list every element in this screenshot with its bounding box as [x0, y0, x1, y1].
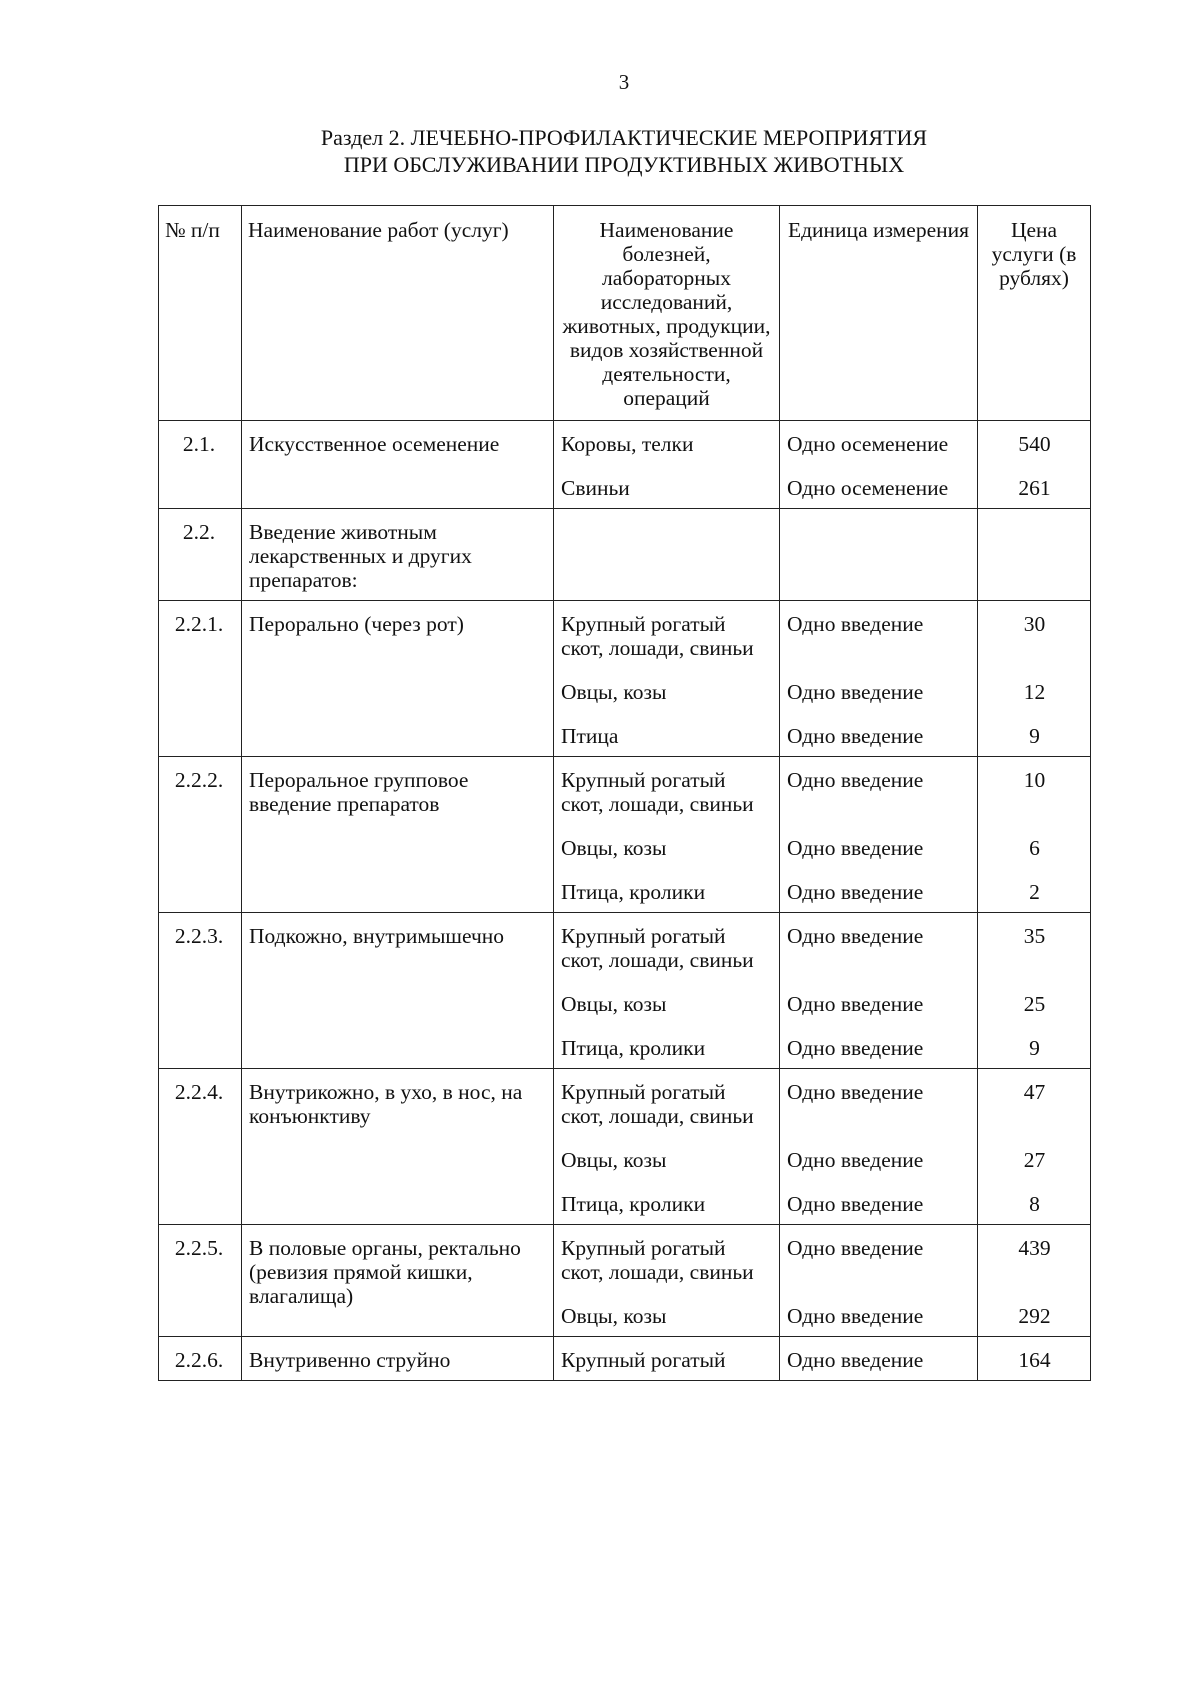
row-subject: Овцы, козы	[554, 825, 780, 869]
row-number: 2.2.1.	[159, 601, 242, 757]
row-number: 2.2.2.	[159, 757, 242, 913]
header-subject: Наименование болезней, лабораторных исследований, животных, продукции, видов хозяйственной деятельности, операций	[554, 206, 780, 421]
row-subject: Крупный рогатый скот, лошади, свиньи	[554, 913, 780, 982]
row-price: 2	[978, 869, 1091, 913]
table-row	[159, 1069, 1091, 1138]
row-unit: Одно введение	[780, 1337, 978, 1381]
row-price: 47	[978, 1069, 1091, 1138]
row-unit: Одно осеменение	[780, 421, 978, 466]
row-price: 164	[978, 1337, 1091, 1381]
row-subject: Овцы, козы	[554, 1137, 780, 1181]
row-price: 25	[978, 981, 1091, 1025]
row-subject: Коровы, телки	[554, 421, 780, 466]
row-subject	[554, 509, 780, 601]
row-subject: Крупный рогатый скот, лошади, свиньи	[554, 1069, 780, 1138]
row-number: 2.2.	[159, 509, 242, 601]
row-price: 261	[978, 465, 1091, 509]
row-price: 9	[978, 1025, 1091, 1069]
row-unit: Одно введение	[780, 1181, 978, 1225]
row-price: 12	[978, 669, 1091, 713]
section-heading-line-1: Раздел 2. ЛЕЧЕБНО-ПРОФИЛАКТИЧЕСКИЕ МЕРОПРИЯТИЯ	[320, 125, 928, 150]
row-subject: Крупный рогатый скот, лошади, свиньи	[554, 1225, 780, 1294]
table-row	[159, 601, 1091, 670]
row-unit: Одно введение	[780, 1069, 978, 1138]
row-unit: Одно введение	[780, 913, 978, 982]
row-work-name: В половые органы, ректально (ревизия прямой кишки, влагалища)	[242, 1225, 554, 1337]
table-group	[159, 1225, 1091, 1337]
header-price: Цена услуги (в рублях)	[978, 206, 1091, 421]
row-work-name: Подкожно, внутримышечно	[242, 913, 554, 1069]
row-subject: Овцы, козы	[554, 1293, 780, 1337]
row-unit: Одно осеменение	[780, 465, 978, 509]
row-price: 8	[978, 1181, 1091, 1225]
row-number: 2.1.	[159, 421, 242, 509]
row-unit: Одно введение	[780, 1293, 978, 1337]
table-group	[159, 1337, 1091, 1381]
row-subject: Овцы, козы	[554, 981, 780, 1025]
table-row	[159, 913, 1091, 982]
row-unit: Одно введение	[780, 757, 978, 826]
table-group	[159, 509, 1091, 601]
row-unit	[780, 509, 978, 601]
row-subject: Свиньи	[554, 465, 780, 509]
row-work-name: Введение животным лекарственных и других препаратов:	[242, 509, 554, 601]
table-group	[159, 601, 1091, 757]
row-unit: Одно введение	[780, 825, 978, 869]
row-subject: Крупный рогатый скот, лошади, свиньи	[554, 601, 780, 670]
row-work-name: Пероральное групповое введение препаратов	[242, 757, 554, 913]
row-number: 2.2.6.	[159, 1337, 242, 1381]
row-price: 30	[978, 601, 1091, 670]
row-price: 292	[978, 1293, 1091, 1337]
header-work: Наименование работ (услуг)	[242, 206, 554, 421]
row-price: 27	[978, 1137, 1091, 1181]
row-number: 2.2.4.	[159, 1069, 242, 1225]
section-heading-line-2: ПРИ ОБСЛУЖИВАНИИ ПРОДУКТИВНЫХ ЖИВОТНЫХ	[343, 152, 905, 177]
header-unit: Единица измерения	[780, 206, 978, 421]
row-unit: Одно введение	[780, 981, 978, 1025]
section-heading	[0, 124, 1200, 178]
row-price: 540	[978, 421, 1091, 466]
table-group	[159, 757, 1091, 913]
row-work-name: Перорально (через рот)	[242, 601, 554, 757]
row-unit: Одно введение	[780, 869, 978, 913]
row-unit: Одно введение	[780, 601, 978, 670]
table-group	[159, 1069, 1091, 1225]
table-header	[159, 206, 1091, 421]
row-subject: Птица, кролики	[554, 1025, 780, 1069]
row-work-name: Искусственное осеменение	[242, 421, 554, 509]
row-price: 6	[978, 825, 1091, 869]
price-table	[158, 205, 1091, 1381]
row-price	[978, 509, 1091, 601]
row-subject: Птица	[554, 713, 780, 757]
table-row	[159, 421, 1091, 466]
row-subject: Крупный рогатый	[554, 1337, 780, 1381]
row-work-name: Внутрикожно, в ухо, в нос, на конъюнктиву	[242, 1069, 554, 1225]
table-group	[159, 913, 1091, 1069]
page-number: 3	[618, 70, 630, 94]
row-unit: Одно введение	[780, 1025, 978, 1069]
row-price: 35	[978, 913, 1091, 982]
table-header-row	[159, 206, 1091, 421]
table-row	[159, 509, 1091, 601]
row-price: 9	[978, 713, 1091, 757]
row-unit: Одно введение	[780, 1137, 978, 1181]
row-number: 2.2.3.	[159, 913, 242, 1069]
row-number: 2.2.5.	[159, 1225, 242, 1337]
row-unit: Одно введение	[780, 669, 978, 713]
row-unit: Одно введение	[780, 713, 978, 757]
table-row	[159, 757, 1091, 826]
row-subject: Овцы, козы	[554, 669, 780, 713]
row-subject: Птица, кролики	[554, 1181, 780, 1225]
row-work-name: Внутривенно струйно	[242, 1337, 554, 1381]
row-subject: Крупный рогатый скот, лошади, свиньи	[554, 757, 780, 826]
row-price: 439	[978, 1225, 1091, 1294]
row-price: 10	[978, 757, 1091, 826]
header-number: № п/п	[159, 206, 242, 421]
row-subject: Птица, кролики	[554, 869, 780, 913]
table-group	[159, 421, 1091, 509]
table-row	[159, 1337, 1091, 1381]
row-unit: Одно введение	[780, 1225, 978, 1294]
table-row	[159, 1225, 1091, 1294]
